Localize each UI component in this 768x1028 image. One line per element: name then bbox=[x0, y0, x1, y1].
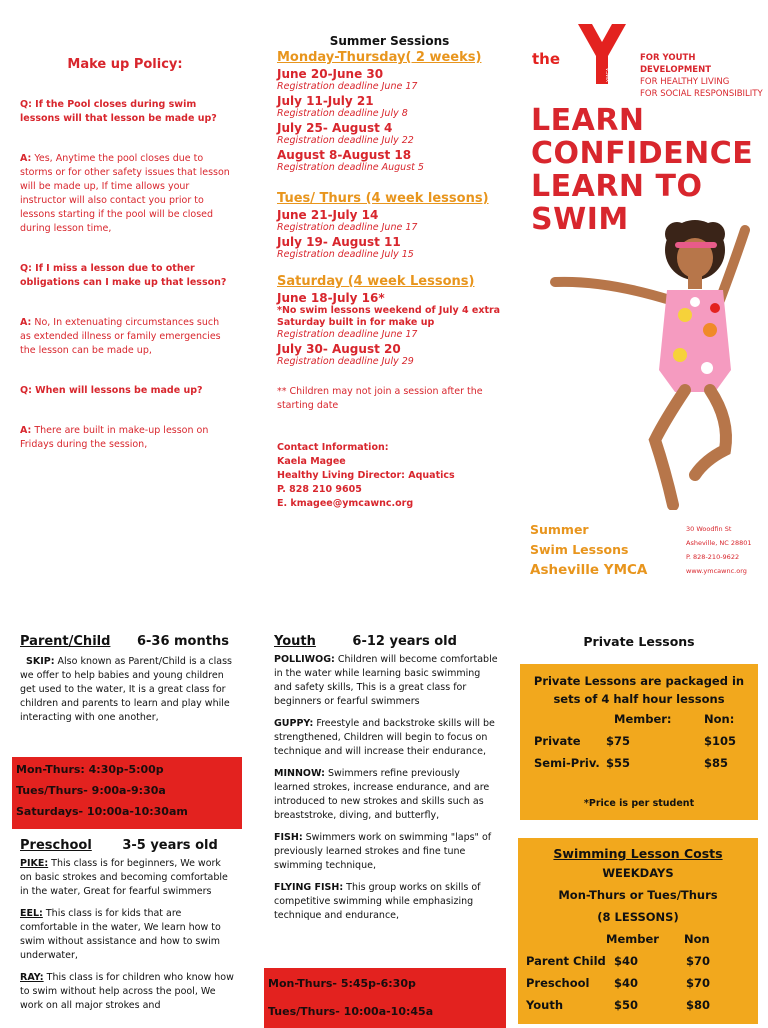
svg-text:the: the bbox=[532, 50, 561, 68]
costs-row-non: $80 bbox=[686, 998, 711, 1012]
private-footnote: *Price is per student bbox=[583, 798, 695, 809]
session-date: June 18-July 16* bbox=[277, 291, 385, 305]
session-date: July 11-July 21 bbox=[277, 94, 374, 108]
policy-question-3: Q: When will lessons be made up? bbox=[20, 385, 203, 396]
ymca-logo bbox=[530, 20, 640, 90]
jumping-girl-photo bbox=[545, 220, 765, 510]
summer-swim-lessons: Summer Swim Lessons Asheville YMCA bbox=[530, 522, 648, 578]
youth-times: Mon-Thurs- 5:45p-6:30p Tues/Thurs- 10:00a-10:45a bbox=[264, 968, 506, 1028]
group-tue-thu-title: Tues/ Thurs (4 week lessons) bbox=[277, 191, 489, 206]
costs-days: Mon-Thurs or Tues/Thurs bbox=[558, 888, 718, 902]
parent-child-section bbox=[20, 634, 234, 725]
policy-answer-1: A: Yes, Anytime the pool closes due to storms or for other safety issues that lesson will be made up, If time allows your instructor will also contact you prior to lessons starting if the pool will be closed during lesson time, bbox=[20, 153, 230, 234]
group-saturday-title: Saturday (4 week Lessons) bbox=[277, 274, 475, 289]
private-row-label: Semi-Priv. bbox=[534, 756, 600, 770]
session-date: July 25- August 4 bbox=[277, 121, 393, 135]
ymca-tagline: FOR YOUTH DEVELOPMENT FOR HEALTHY LIVING FOR SOCIAL RESPONSIBILITY bbox=[640, 53, 763, 99]
makeup-policy bbox=[20, 50, 230, 478]
ray-description: RAY: This class is for children who know how to swim without help across the pool, We work on all major strokes and bbox=[20, 972, 234, 1011]
guppy-description: GUPPY: Freestyle and backstroke skills will be strengthened, Children will begin to focus on technique and will increase their endurance, bbox=[274, 718, 495, 757]
costs-row-non: $70 bbox=[686, 976, 711, 990]
policy-answer-2: A: No, In extenuating circumstances such as extended illness or family emergencies the lesson can be made up, bbox=[20, 317, 221, 356]
saturday-note: *No swim lessons weekend of July 4 extra Saturday built in for make up bbox=[277, 305, 501, 328]
eel-description: EEL: This class is for kids that are comfortable in the water, We learn how to swim without assistance and how to swim underwater, bbox=[20, 908, 221, 961]
policy-title: Make up Policy: bbox=[67, 57, 183, 72]
session-deadline: Registration deadline July 29 bbox=[277, 356, 414, 367]
preschool-section bbox=[20, 838, 234, 1021]
lesson-costs-box bbox=[518, 838, 758, 1024]
parent-child-heading: Parent/Child 6-36 months bbox=[20, 634, 229, 649]
private-lessons-box bbox=[520, 664, 758, 820]
costs-row-label: Youth bbox=[526, 998, 564, 1012]
private-row-non: $85 bbox=[704, 756, 729, 770]
costs-weekdays: WEEKDAYS bbox=[602, 866, 674, 880]
session-deadline: Registration deadline June 17 bbox=[277, 329, 418, 340]
svg-text:YMCA: YMCA bbox=[606, 67, 612, 82]
costs-title: Swimming Lesson Costs bbox=[553, 846, 723, 861]
ymca-address: 30 Woodfin St Asheville, NC 28801 P. 828-210-9622 www.ymcawnc.org bbox=[686, 525, 752, 575]
costs-col-member: Member bbox=[606, 932, 659, 946]
private-row-non: $105 bbox=[704, 734, 737, 748]
youth-section bbox=[274, 634, 498, 931]
preschool-heading: Preschool 3-5 years old bbox=[20, 838, 218, 853]
private-row-member: $75 bbox=[606, 734, 631, 748]
group-mon-thu-title: Monday-Thursday( 2 weeks) bbox=[277, 50, 482, 65]
polliwog-description: POLLIWOG: Children will become comfortable in the water while learning basic swimming and safety skills, This is a great class for beginners or fearful swimmers bbox=[274, 654, 498, 707]
pike-description: PIKE: This class is for beginners, We work on basic strokes and becoming comfortable in the water, Great for fearful swimmers bbox=[20, 858, 228, 897]
costs-col-non: Non bbox=[684, 932, 710, 946]
session-deadline: Registration deadline June 17 bbox=[277, 81, 418, 92]
session-date: July 19- August 11 bbox=[277, 235, 401, 249]
cover-headline: LEARN CONFIDENCE LEARN TO SWIM bbox=[531, 103, 754, 237]
fish-description: FISH: Swimmers work on swimming "laps" of previously learned strokes and fine tune swimming technique, bbox=[274, 832, 492, 871]
sessions-title: Summer Sessions bbox=[329, 34, 450, 48]
minnow-description: MINNOW: Swimmers refine previously learned strokes, increase endurance, and are introduced to new strokes and skills such as breaststroke, diving, and butterfly, bbox=[274, 768, 490, 821]
session-deadline: Registration deadline July 8 bbox=[277, 108, 408, 119]
private-lessons-title: Private Lessons bbox=[583, 634, 695, 649]
private-col-member: Member: bbox=[614, 712, 672, 726]
costs-row-member: $50 bbox=[614, 998, 639, 1012]
policy-answer-3: A: There are built in make-up lesson on Fridays during the session, bbox=[20, 425, 209, 450]
policy-question-1: Q: If the Pool closes during swim lessons will that lesson be made up? bbox=[20, 99, 217, 124]
costs-row-member: $40 bbox=[614, 976, 639, 990]
session-deadline: Registration deadline June 17 bbox=[277, 222, 418, 233]
costs-row-non: $70 bbox=[686, 954, 711, 968]
private-col-non: Non: bbox=[704, 712, 735, 726]
join-note: ** Children may not join a session after the starting date bbox=[277, 386, 483, 411]
parent-child-times: Mon-Thurs: 4:30p-5:00p Tues/Thurs- 9:00a-9:30a Saturdays- 10:00a-10:30am bbox=[12, 757, 242, 829]
policy-question-2: Q: If I miss a lesson due to other obligations can I make up that lesson? bbox=[20, 263, 227, 288]
private-row-label: Private bbox=[534, 734, 581, 748]
flying-fish-description: FLYING FISH: This group works on skills of competitive swimming while emphasizing technique and endurance, bbox=[274, 882, 481, 921]
private-row-member: $55 bbox=[606, 756, 631, 770]
costs-row-label: Preschool bbox=[526, 976, 590, 990]
session-date: July 30- August 20 bbox=[277, 342, 401, 356]
contact-info: Contact Information: Kaela Magee Healthy Living Director: Aquatics P. 828 210 9605 E. kmagee@ymcawnc.org bbox=[277, 442, 455, 509]
session-deadline: Registration deadline July 22 bbox=[277, 135, 414, 146]
youth-heading: Youth 6-12 years old bbox=[274, 634, 457, 649]
skip-description: SKIP: Also known as Parent/Child is a class we offer to help babies and young children get used to the water, It is a great class for children and parents to learn and play while interacting with one another, bbox=[20, 656, 233, 723]
session-deadline: Registration deadline July 15 bbox=[277, 249, 414, 260]
session-date: August 8-August 18 bbox=[277, 148, 412, 162]
costs-row-member: $40 bbox=[614, 954, 639, 968]
costs-row-label: Parent Child bbox=[526, 954, 606, 968]
session-date: June 20-June 30 bbox=[277, 67, 384, 81]
session-deadline: Registration deadline August 5 bbox=[277, 162, 424, 173]
costs-lesson-count: (8 LESSONS) bbox=[597, 910, 679, 924]
private-intro: Private Lessons are packaged in sets of 4 half hour lessons bbox=[533, 674, 745, 706]
summer-sessions bbox=[277, 34, 502, 511]
session-date: June 21-July 14 bbox=[277, 208, 379, 222]
